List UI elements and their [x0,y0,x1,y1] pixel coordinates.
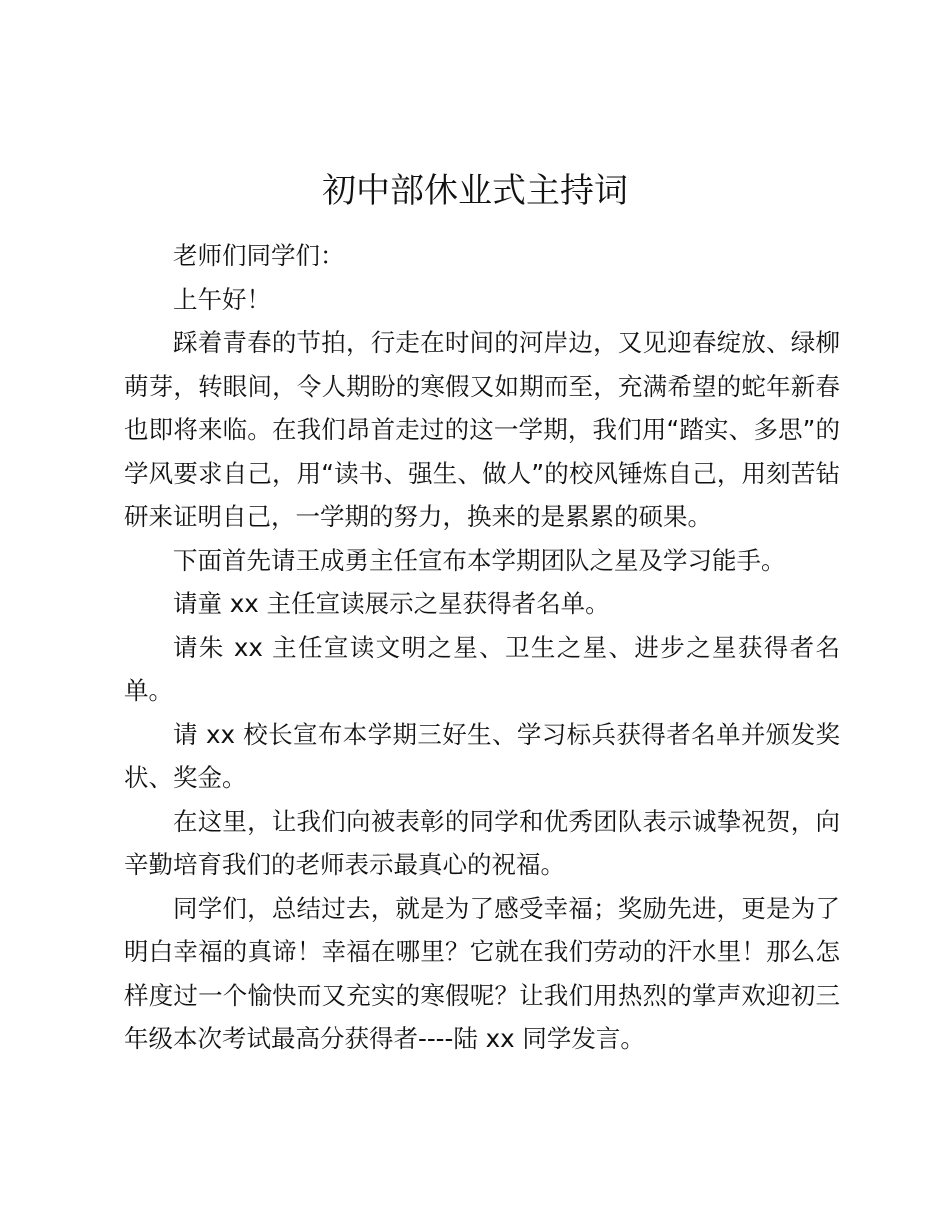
paragraph-announcement-2: 请童 xx 主任宣读展示之星获得者名单。 [173,589,610,618]
paragraph-announcement-3: 请朱 xx 主任宣读文明之星、卫生之星、进步之星获得者名单。 [124,632,840,705]
paragraph-announcement-4: 请 xx 校长宣布本学期三好生、学习标兵获得者名单并颁发奖状、奖金。 [124,719,840,792]
document-body [124,234,840,1061]
paragraph-congratulations: 在这里，让我们向被表彰的同学和优秀团队表示诚挚祝贺，向辛勤培育我们的老师表示最真心的祝福。 [124,806,840,879]
paragraph-good-morning: 上午好！ [173,284,271,314]
paragraph-announcement-1: 下面首先请王成勇主任宣布本学期团队之星及学习能手。 [173,545,786,575]
document-title: 初中部休业式主持词 [322,171,628,211]
paragraph-greeting: 老师们同学们： [173,241,345,270]
paragraph-closing: 同学们，总结过去，就是为了感受幸福；奖励先进，更是为了明白幸福的真谛！幸福在哪里？它就在我们劳动的汗水里！那么怎样度过一个愉快而又充实的寒假呢？让我们用热烈的掌声欢迎初三年级本次考试最高分获得者----陆 xx 同学发言。 [124,893,840,1053]
paragraph-intro: 踩着青春的节拍，行走在时间的河岸边，又见迎春绽放、绿柳萌芽，转眼间，令人期盼的寒假又如期而至，充满希望的蛇年新春也即将来临。在我们昂首走过的这一学期，我们用“踏实、多思”的学风要求自己，用“读书、强生、做人”的校风锤炼自己，用刻苦钻研来证明自己，一学期的努力，换来的是累累的硕果。 [124,328,840,531]
